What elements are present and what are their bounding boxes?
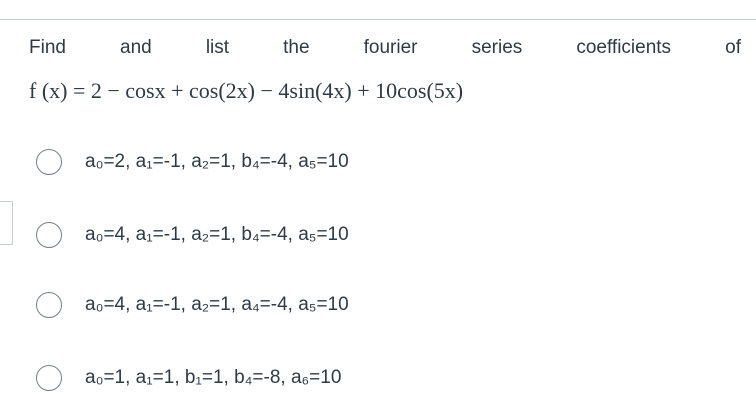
question-word-and: and xyxy=(120,37,152,58)
question-word-of: of xyxy=(725,37,741,58)
radio-button-empty-icon[interactable] xyxy=(36,292,62,318)
question-word-coefficients: coefficients xyxy=(576,37,672,58)
answer-option-label: a₀=4, a₁=-1, a₂=1, a₄=-4, a₅=10 xyxy=(85,294,349,315)
question-formula: f (x) = 2 − cosx + cos(2x) − 4sin(4x) + 10cos(5x) xyxy=(29,78,464,103)
answer-option-label: a₀=4, a₁=-1, a₂=1, b₄=-4, a₅=10 xyxy=(85,224,349,245)
radio-button-empty-icon[interactable] xyxy=(36,149,62,175)
question-word-series: series xyxy=(471,37,523,58)
question-word-the: the xyxy=(283,37,310,58)
question-word-fourier: fourier xyxy=(363,37,418,58)
radio-button-empty-icon[interactable] xyxy=(36,365,62,391)
answer-option-label: a₀=2, a₁=-1, a₂=1, b₄=-4, a₅=10 xyxy=(85,151,349,172)
answer-option-label: a₀=1, a₁=1, b₁=1, b₄=-8, a₆=10 xyxy=(85,367,342,388)
answer-option-1[interactable] xyxy=(36,147,349,177)
question-word-list: list xyxy=(205,37,230,58)
radio-button-empty-icon[interactable] xyxy=(36,222,62,248)
question-word-find: Find xyxy=(29,37,66,58)
answer-option-2[interactable] xyxy=(36,220,349,250)
answer-option-3[interactable] xyxy=(36,290,349,320)
answer-option-4[interactable] xyxy=(36,363,341,393)
